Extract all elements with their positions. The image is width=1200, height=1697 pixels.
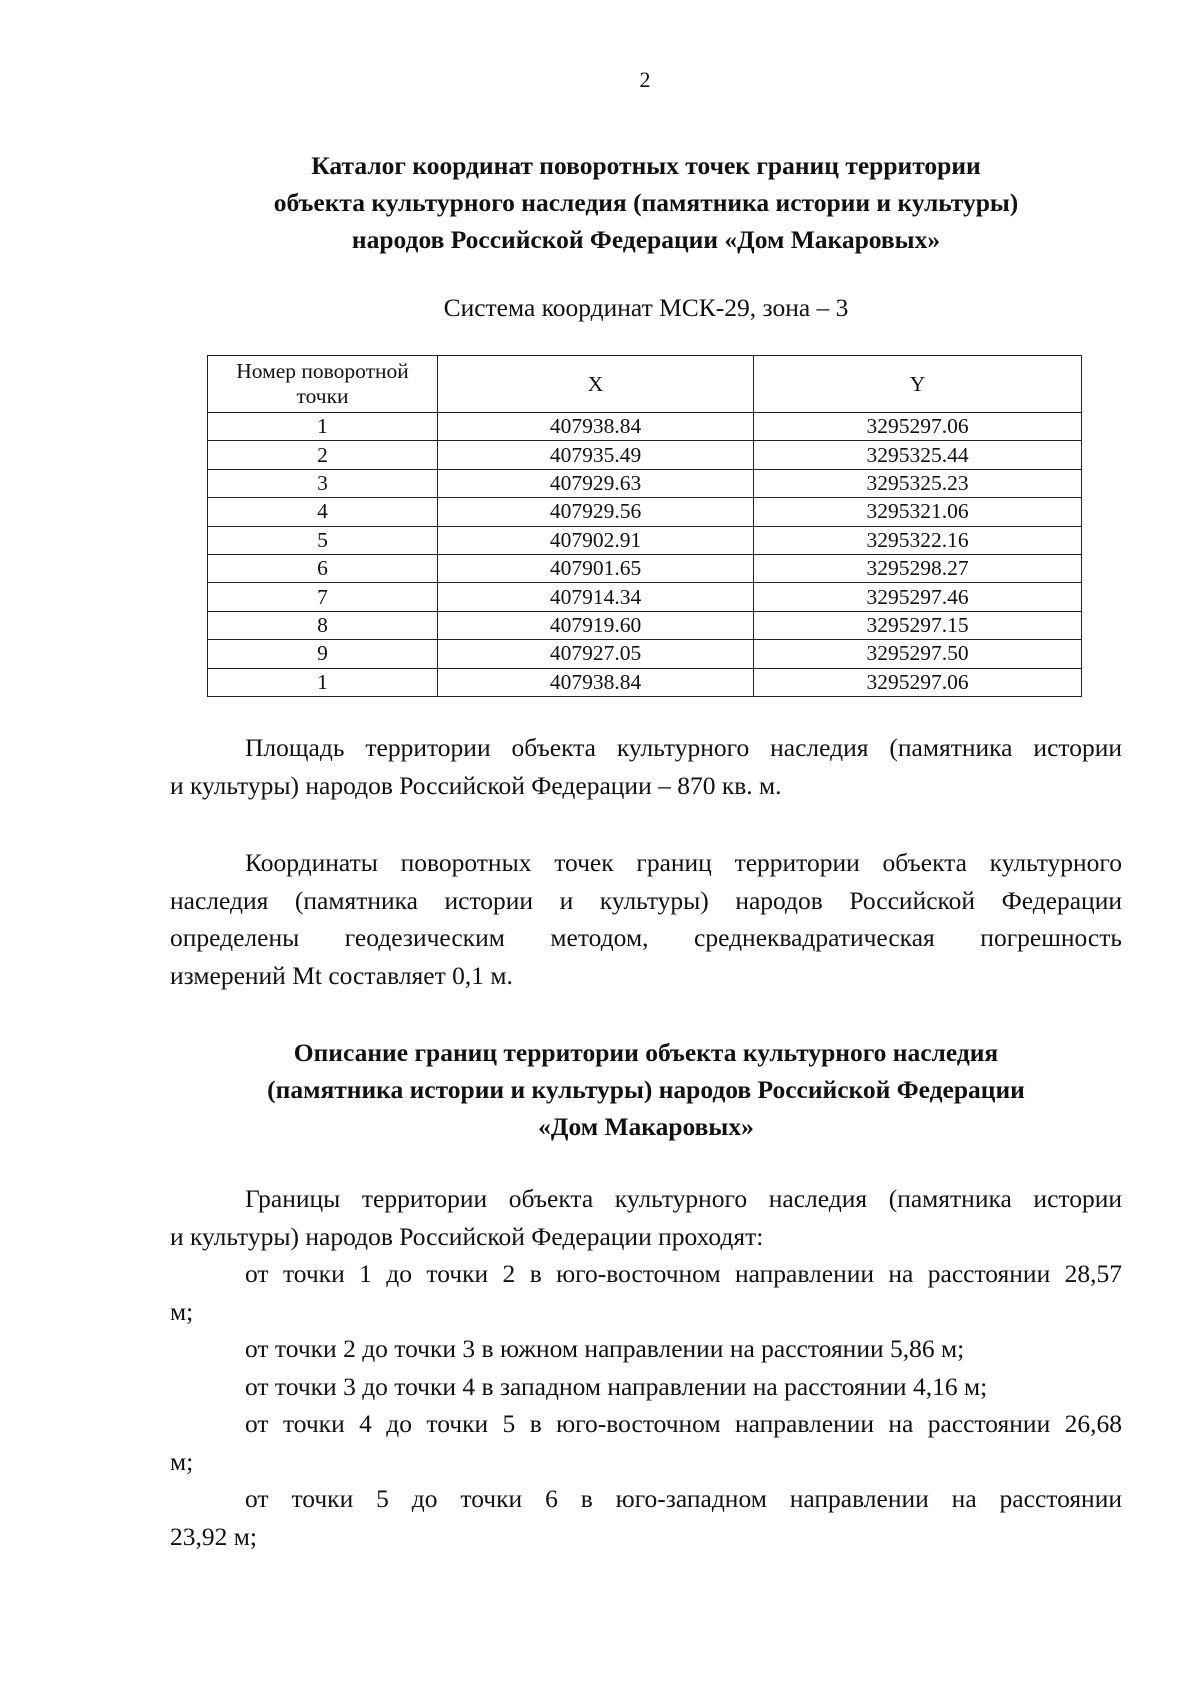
boundary-segment-1: от точки 1 до точки 2 в юго-восточном направлении на расстоянии 28,57 — [245, 1259, 1122, 1288]
cell-y: 3295325.23 — [754, 469, 1082, 497]
paragraph-line: Площадь территории объекта культурного наследия (памятника истории — [245, 733, 1122, 762]
cell-y: 3295322.16 — [754, 526, 1082, 554]
cell-x: 407938.84 — [438, 413, 754, 441]
paragraph-line: Координаты поворотных точек границ территории объекта культурного — [245, 848, 1122, 877]
cell-point-number: 1 — [208, 413, 438, 441]
header-x: X — [438, 356, 754, 413]
cell-point-number: 9 — [208, 640, 438, 668]
description-heading-line: (памятника истории и культуры) народов Российской Федерации — [267, 1075, 1025, 1104]
table-row — [208, 413, 1082, 441]
header-y: Y — [754, 356, 1082, 413]
description-heading-line: Описание границ территории объекта культурного наследия — [293, 1038, 999, 1067]
boundary-segment-5-continuation: 23,92 м; — [170, 1521, 257, 1551]
table-row — [208, 583, 1082, 611]
paragraph-line: определены геодезическим методом, среднеквадратическая погрешность — [170, 923, 1122, 952]
paragraph-line: измерений Mt составляет 0,1 м. — [170, 960, 513, 990]
cell-point-number: 5 — [208, 526, 438, 554]
page-number: 2 — [639, 67, 651, 92]
boundaries-paragraph — [170, 1180, 1122, 1555]
area-paragraph — [170, 729, 1122, 804]
coordinates-table — [207, 355, 1082, 697]
cell-point-number: 2 — [208, 441, 438, 469]
header-point-number: Номер поворотной точки — [208, 356, 438, 413]
catalog-heading-line: Каталог координат поворотных точек границ территории — [311, 151, 981, 180]
catalog-heading-line: народов Российской Федерации «Дом Макаровых» — [351, 225, 941, 254]
cell-x: 407927.05 — [438, 640, 754, 668]
table-row — [208, 611, 1082, 639]
table-header-row — [208, 356, 1082, 413]
boundary-segment-5: от точки 5 до точки 6 в юго-западном направлении на расстоянии — [245, 1484, 1122, 1513]
table-row — [208, 441, 1082, 469]
cell-point-number: 6 — [208, 554, 438, 582]
cell-y: 3295325.44 — [754, 441, 1082, 469]
description-heading-line: «Дом Макаровых» — [538, 1112, 754, 1141]
catalog-heading-line: объекта культурного наследия (памятника истории и культуры) — [273, 188, 1019, 217]
cell-x: 407929.63 — [438, 469, 754, 497]
cell-x: 407901.65 — [438, 554, 754, 582]
table-row — [208, 469, 1082, 497]
cell-y: 3295297.06 — [754, 668, 1082, 696]
description-heading — [170, 1034, 1122, 1145]
cell-point-number: 1 — [208, 668, 438, 696]
cell-point-number: 3 — [208, 469, 438, 497]
cell-x: 407902.91 — [438, 526, 754, 554]
cell-x: 407919.60 — [438, 611, 754, 639]
cell-y: 3295297.46 — [754, 583, 1082, 611]
coordinate-system-label: Система координат МСК-29, зона – 3 — [443, 293, 849, 322]
cell-y: 3295297.50 — [754, 640, 1082, 668]
catalog-heading — [170, 147, 1122, 258]
paragraph-line: и культуры) народов Российской Федерации проходят: — [170, 1221, 764, 1251]
cell-y: 3295297.06 — [754, 413, 1082, 441]
boundary-segment-4: от точки 4 до точки 5 в юго-восточном направлении на расстоянии 26,68 — [245, 1409, 1122, 1438]
cell-y: 3295321.06 — [754, 498, 1082, 526]
paragraph-line: Границы территории объекта культурного наследия (памятника истории — [245, 1184, 1122, 1213]
table-row — [208, 668, 1082, 696]
cell-y: 3295298.27 — [754, 554, 1082, 582]
cell-point-number: 8 — [208, 611, 438, 639]
paragraph-line: и культуры) народов Российской Федерации – 870 кв. м. — [170, 770, 782, 800]
cell-point-number: 4 — [208, 498, 438, 526]
boundary-segment-4-continuation: м; — [170, 1446, 194, 1476]
cell-x: 407929.56 — [438, 498, 754, 526]
cell-x: 407938.84 — [438, 668, 754, 696]
table-row — [208, 554, 1082, 582]
boundary-segment-1-continuation: м; — [170, 1296, 194, 1326]
table-row — [208, 526, 1082, 554]
cell-x: 407914.34 — [438, 583, 754, 611]
boundary-segment-3: от точки 3 до точки 4 в западном направлении на расстоянии 4,16 м; — [245, 1371, 988, 1401]
table-row — [208, 640, 1082, 668]
cell-x: 407935.49 — [438, 441, 754, 469]
boundary-segment-2: от точки 2 до точки 3 в южном направлении на расстоянии 5,86 м; — [245, 1334, 965, 1363]
cell-y: 3295297.15 — [754, 611, 1082, 639]
table-row — [208, 498, 1082, 526]
paragraph-line: наследия (памятника истории и культуры) народов Российской Федерации — [170, 885, 1122, 915]
cell-point-number: 7 — [208, 583, 438, 611]
accuracy-paragraph — [170, 844, 1122, 994]
